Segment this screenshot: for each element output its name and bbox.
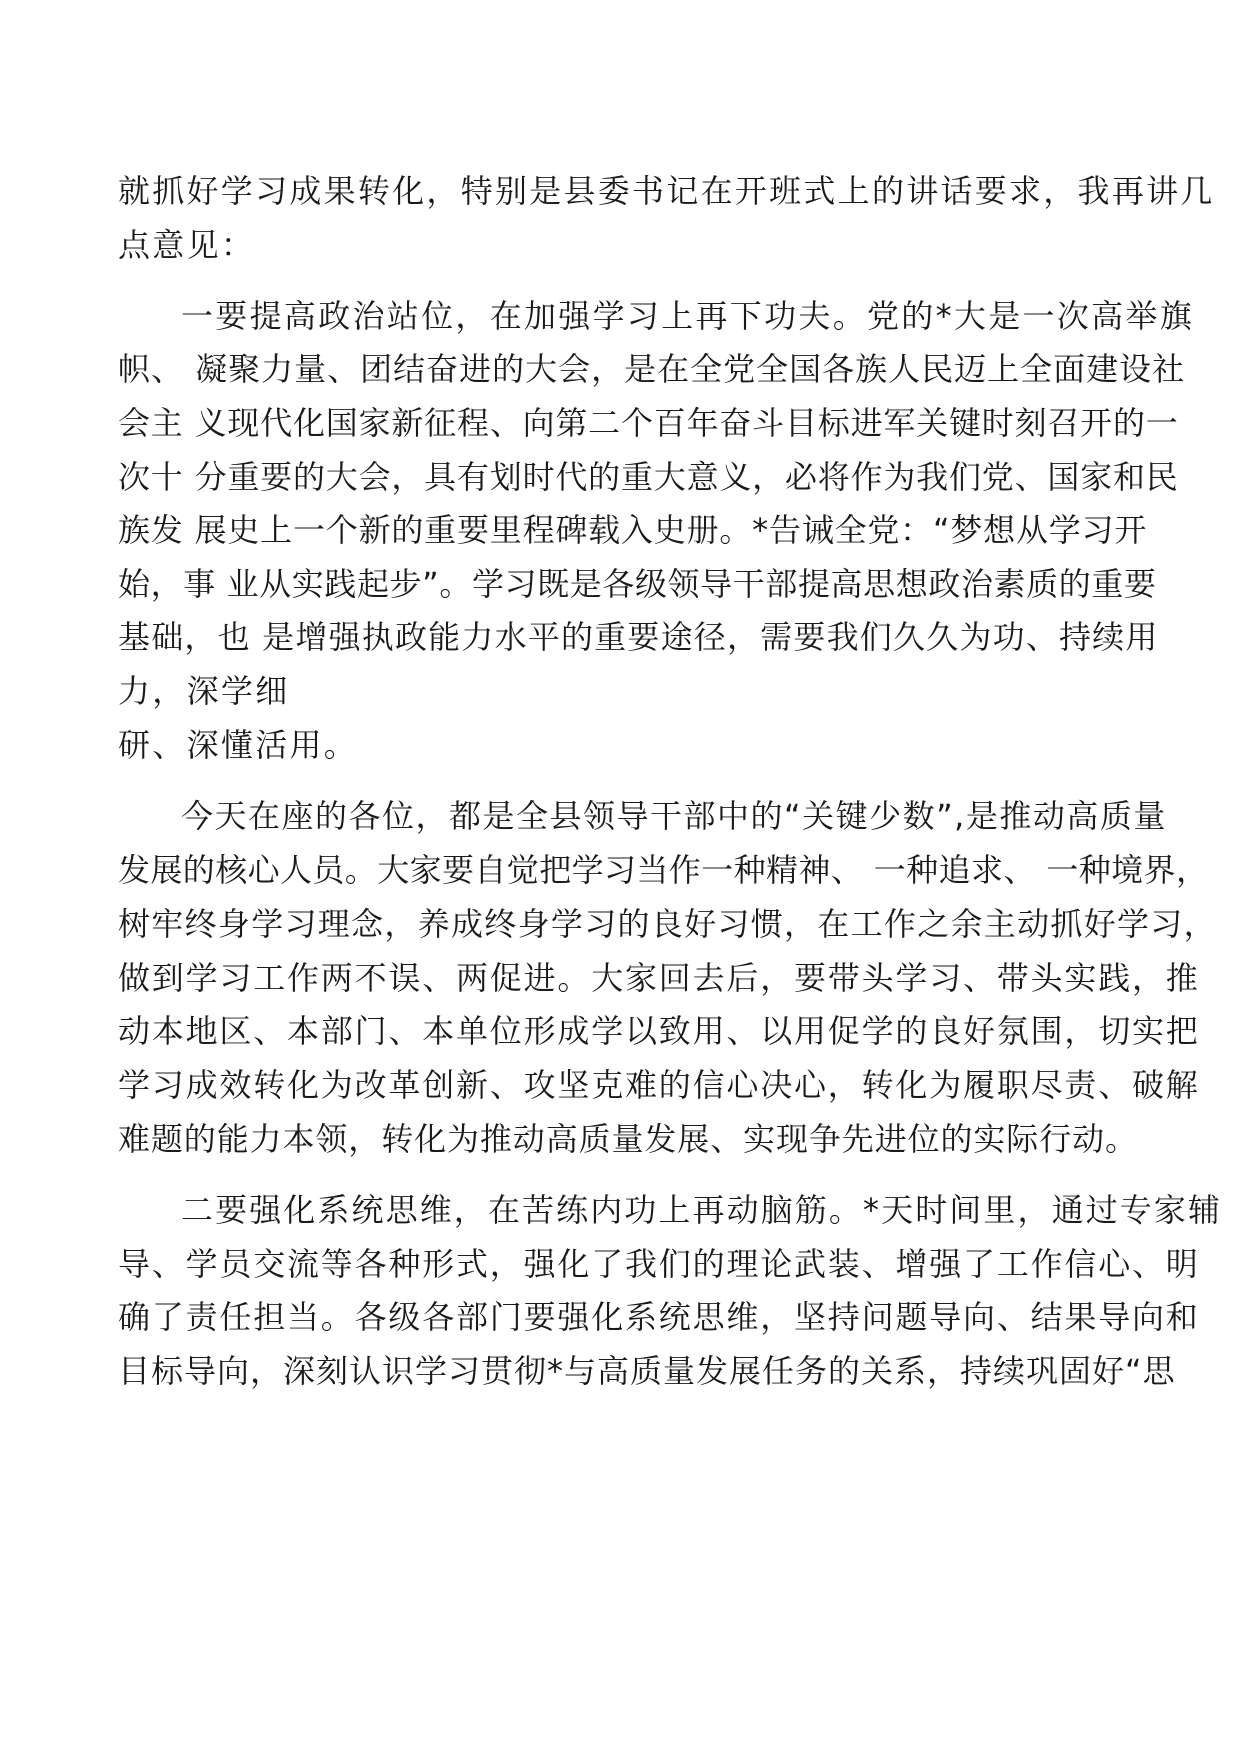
text-line: 始，事 业从实践起步”。学习既是各级领导干部提高思想政治素质的重要 <box>118 565 1157 603</box>
paragraph-1-start: 一要提高政治站位，在加强学习上再下功夫。党的*大是一次高举旗 <box>181 297 1195 335</box>
text-line: 力，深学细 <box>118 672 290 710</box>
text-line: 点意见： <box>118 226 256 264</box>
text-line: 会主 义现代化国家新征程、向第二个百年奋斗目标进军关键时刻召开的一 <box>118 404 1179 442</box>
text-line: 导、学员交流等各种形式，强化了我们的理论武装、增强了工作信心、明 <box>118 1245 1200 1283</box>
text-line: 族发 展史上一个新的重要里程碑载入史册。*告诫全党：“梦想从学习开 <box>118 511 1148 549</box>
text-line: 做到学习工作两不误、两促进。大家回去后，要带头学习、带头实践，推 <box>118 959 1200 997</box>
text-line: 次十 分重要的大会，具有划时代的重大意义，必将作为我们党、国家和民 <box>118 458 1179 496</box>
text-line: 目标导向，深刻认识学习贯彻*与高质量发展任务的关系，持续巩固好“思 <box>118 1352 1176 1390</box>
text-line: 树牢终身学习理念，养成终身学习的良好习惯，在工作之余主动抓好学习， <box>118 905 1217 943</box>
text-line: 就抓好学习成果转化，特别是县委书记在开班式上的讲话要求，我再讲几 <box>118 172 1215 210</box>
text-line: 动本地区、本部门、本单位形成学以致用、以用促学的良好氛围，切实把 <box>118 1012 1200 1050</box>
text-line: 发展的核心人员。大家要自觉把学习当作一种精神、 一种追求、 一种境界， <box>118 851 1209 889</box>
paragraph-3-start: 二要强化系统思维，在苦练内功上再动脑筋。*天时间里，通过专家辅 <box>181 1191 1223 1229</box>
paragraph-2-start: 今天在座的各位，都是全县领导干部中的“关键少数”,是推动高质量 <box>181 797 1167 835</box>
text-line: 确了责任担当。各级各部门要强化系统思维，坚持问题导向、结果导向和 <box>118 1298 1200 1336</box>
text-line: 研、深懂活用。 <box>118 726 359 764</box>
text-line: 基础，也 是增强执政能力水平的重要途径，需要我们久久为功、持续用 <box>118 618 1159 656</box>
text-line: 难题的能力本领，转化为推动高质量发展、实现争先进位的实际行动。 <box>118 1120 1138 1158</box>
text-line: 学习成效转化为改革创新、攻坚克难的信心决心，转化为履职尽责、破解 <box>118 1066 1200 1104</box>
text-line: 帜、 凝聚力量、团结奋进的大会，是在全党全国各族人民迈上全面建设社 <box>118 350 1186 388</box>
